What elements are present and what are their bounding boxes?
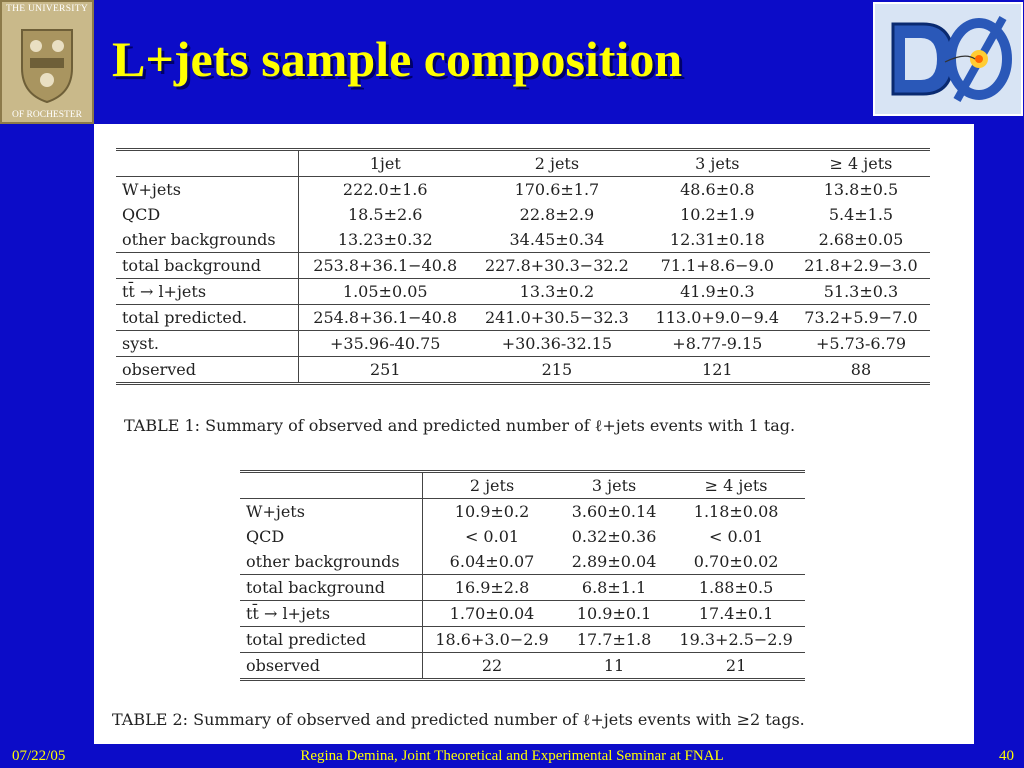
table-cell: < 0.01 — [464, 527, 520, 546]
row-label: other backgrounds — [116, 227, 299, 253]
table-row — [240, 627, 805, 653]
table-cell: +30.36-32.15 — [471, 331, 643, 357]
footer-page-number: 40 — [999, 748, 1014, 764]
table-row — [116, 177, 930, 203]
table-row — [240, 575, 805, 601]
table-row — [116, 305, 930, 331]
row-label: observed — [240, 653, 423, 680]
content-sheet — [94, 124, 974, 744]
column-header: 2 jets — [423, 472, 561, 499]
table-cell: 1.70±0.04 — [423, 601, 561, 627]
table-row — [116, 253, 930, 279]
row-label: QCD — [240, 524, 423, 549]
row-label: QCD — [116, 202, 299, 227]
table-1-one-tag — [116, 148, 930, 385]
table-1-caption: TABLE 1: Summary of observed and predicted number of ℓ+jets events with 1 tag. — [124, 416, 796, 435]
seal-top-text: THE UNIVERSITY — [5, 4, 89, 14]
table-cell: 1.05±0.05 — [299, 279, 471, 305]
table-cell: 254.8+36.1−40.8 — [299, 305, 471, 331]
table-cell: 5.4±1.5 — [828, 205, 894, 224]
table-cell: 34.45±0.34 — [509, 230, 605, 249]
row-label: W+jets — [116, 177, 299, 203]
column-header: 1jet — [299, 150, 471, 177]
row-label: syst. — [116, 331, 299, 357]
table-cell: 10.9±0.2 — [454, 502, 530, 521]
table-cell: 13.3±0.2 — [471, 279, 643, 305]
row-label: observed — [116, 357, 299, 384]
table-cell: 2.89±0.04 — [571, 552, 657, 571]
row-label: total background — [240, 575, 423, 601]
column-header: 3 jets — [561, 472, 667, 499]
table-row — [116, 331, 930, 357]
column-header: 3 jets — [643, 150, 792, 177]
table-cell: 0.70±0.02 — [693, 552, 779, 571]
table-row — [240, 653, 805, 680]
table-cell: 6.8±1.1 — [561, 575, 667, 601]
table-cell: 73.2+5.9−7.0 — [792, 305, 930, 331]
table-cell: < 0.01 — [709, 527, 764, 546]
table-cell: 10.2±1.9 — [680, 205, 755, 224]
row-label: other backgrounds — [240, 549, 423, 575]
table-row — [240, 549, 805, 575]
table-cell: 18.5±2.6 — [347, 205, 423, 224]
column-header: 2 jets — [471, 150, 643, 177]
table-cell: 21 — [667, 653, 805, 680]
table-cell: 2.68±0.05 — [818, 230, 904, 249]
table-cell: 19.3+2.5−2.9 — [667, 627, 805, 653]
table-cell: 21.8+2.9−3.0 — [792, 253, 930, 279]
table-cell: 170.6±1.7 — [514, 180, 600, 199]
table-cell: 13.8±0.5 — [823, 180, 899, 199]
table-cell: 6.04±0.07 — [449, 552, 535, 571]
table-cell: 88 — [792, 357, 930, 384]
table-cell: 41.9±0.3 — [643, 279, 792, 305]
footer-date: 07/22/05 — [12, 748, 66, 764]
table-cell: 215 — [471, 357, 643, 384]
column-header: ≥ 4 jets — [667, 472, 805, 499]
table-cell: 222.0±1.6 — [342, 180, 428, 199]
table-2-two-tags — [240, 470, 805, 681]
seal-crest-icon — [16, 24, 78, 104]
table-cell: 1.88±0.5 — [667, 575, 805, 601]
table-cell: 71.1+8.6−9.0 — [643, 253, 792, 279]
table-cell: 1.18±0.08 — [693, 502, 779, 521]
row-label: total background — [116, 253, 299, 279]
table-cell: 3.60±0.14 — [571, 502, 657, 521]
table-cell: 227.8+30.3−32.2 — [471, 253, 643, 279]
table-cell: 48.6±0.8 — [680, 180, 755, 199]
table-cell: 22.8±2.9 — [519, 205, 595, 224]
table-cell: +8.77-9.15 — [643, 331, 792, 357]
table-cell: 22 — [423, 653, 561, 680]
table-cell: 253.8+36.1−40.8 — [299, 253, 471, 279]
table-cell: 241.0+30.5−32.3 — [471, 305, 643, 331]
table-cell: 121 — [643, 357, 792, 384]
row-label: total predicted — [240, 627, 423, 653]
row-label: tt̄ → l+jets — [116, 279, 299, 305]
table-cell: 17.4±0.1 — [667, 601, 805, 627]
table-row — [116, 279, 930, 305]
table-header-corner — [240, 472, 423, 499]
table-cell: 113.0+9.0−9.4 — [643, 305, 792, 331]
table-2-caption: TABLE 2: Summary of observed and predicted number of ℓ+jets events with ≥2 tags. — [112, 710, 805, 729]
table-cell: 18.6+3.0−2.9 — [423, 627, 561, 653]
table-cell: +5.73-6.79 — [792, 331, 930, 357]
row-label: tt̄ → l+jets — [240, 601, 423, 627]
table-row — [116, 227, 930, 253]
table-cell: 251 — [299, 357, 471, 384]
footer-presenter: Regina Demina, Joint Theoretical and Experimental Seminar at FNAL — [300, 748, 724, 764]
d0-logo-icon — [873, 2, 1023, 116]
table-cell: +35.96-40.75 — [299, 331, 471, 357]
table-row — [240, 524, 805, 549]
table-cell: 10.9±0.1 — [561, 601, 667, 627]
slide-title: L+jets sample composition — [112, 31, 683, 87]
university-seal-icon — [0, 0, 94, 124]
table-cell: 12.31±0.18 — [669, 230, 765, 249]
column-header: ≥ 4 jets — [792, 150, 930, 177]
table-row — [116, 357, 930, 384]
table-cell: 17.7±1.8 — [561, 627, 667, 653]
table-row — [116, 202, 930, 227]
table-cell: 51.3±0.3 — [792, 279, 930, 305]
table-cell: 13.23±0.32 — [337, 230, 433, 249]
table-row — [240, 499, 805, 525]
row-label: W+jets — [240, 499, 423, 525]
seal-bottom-text: OF ROCHESTER — [12, 110, 82, 120]
table-cell: 16.9±2.8 — [423, 575, 561, 601]
table-cell: 0.32±0.36 — [571, 527, 657, 546]
table-header-corner — [116, 150, 299, 177]
table-cell: 11 — [561, 653, 667, 680]
row-label: total predicted. — [116, 305, 299, 331]
table-row — [240, 601, 805, 627]
